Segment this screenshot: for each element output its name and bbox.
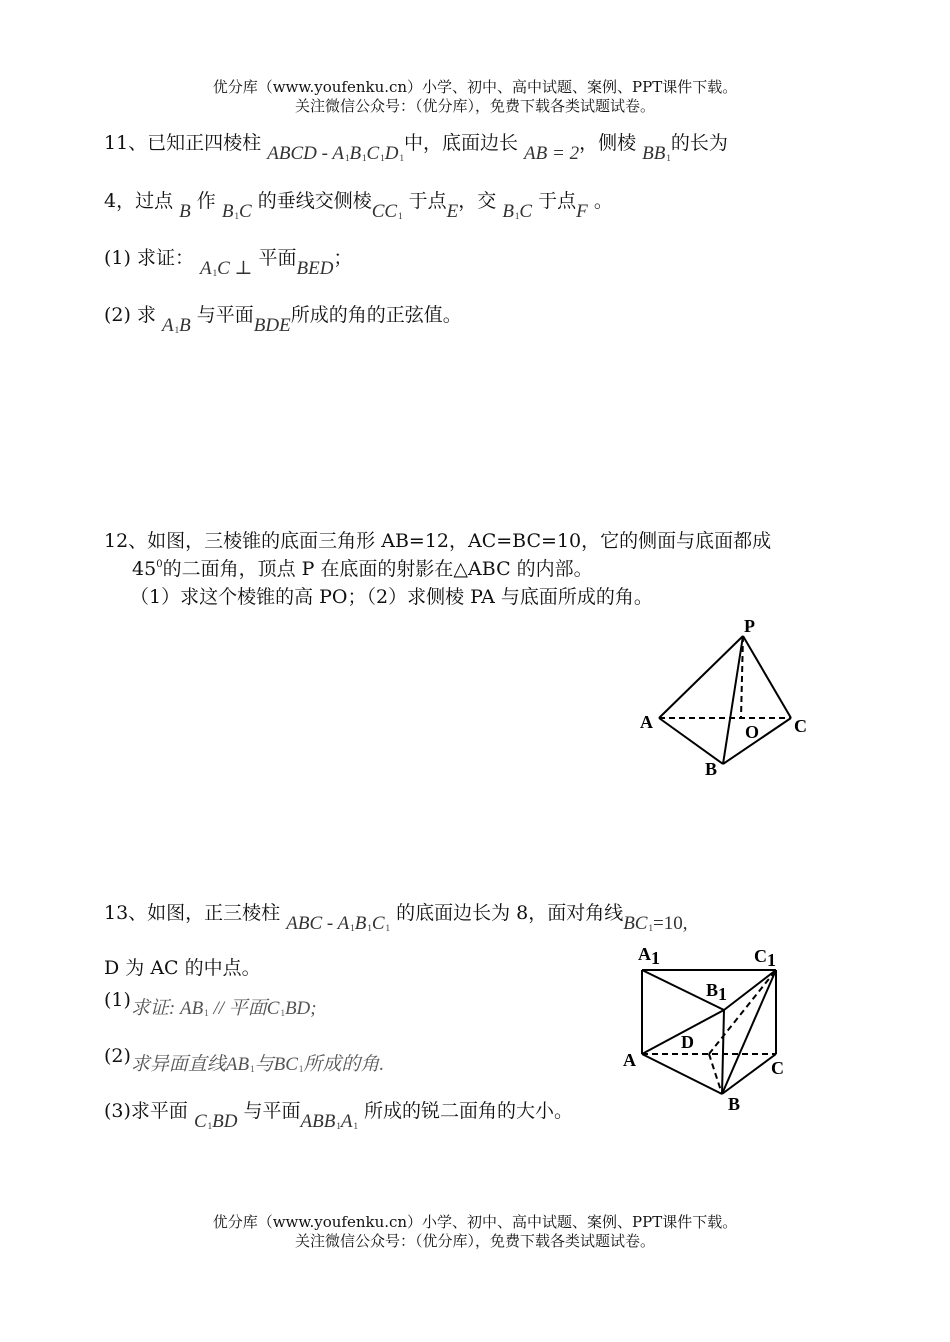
label-C1: C1 <box>754 946 776 970</box>
q13-prism-figure <box>618 938 798 1118</box>
q11-line-2: 4，过点 B 作 B1C 的垂线交侧棱CC1 于点E，交 B1C 于点F 。 <box>104 190 613 222</box>
q12-line-1: 12、如图，三棱锥的底面三角形 AB=12，AC=BC=10，它的侧面与底面都成 <box>104 530 772 552</box>
q11-math-ab: AB = 2 <box>524 143 580 164</box>
q13-line-1: 13、如图，正三棱柱 ABC - A1B1C1 的底面边长为 8，面对角线BC1=10, <box>104 902 688 934</box>
q13-part-3: (3)求平面 C1BD 与平面ABB1A1 所成的锐二面角的大小。 <box>104 1100 574 1132</box>
label-A1: A1 <box>638 944 660 968</box>
label-C: C <box>771 1058 784 1078</box>
label-P: P <box>744 616 755 636</box>
q13-line-2: D 为 AC 的中点。 <box>104 957 261 979</box>
edge-AB <box>642 1054 722 1094</box>
q11-math-bb1: BB1 <box>642 143 671 164</box>
q12-pyramid-figure <box>620 608 830 788</box>
q11-line-1: 11、已知正四棱柱 ABCD - A1B1C1D1中，底面边长 AB = 2，侧棱 BB1的长为 <box>104 132 728 164</box>
label-B1: B1 <box>706 980 728 1004</box>
edge-BB1 <box>722 1010 724 1094</box>
edge-PC <box>743 636 791 718</box>
q12-line-2: $45^0$的二面角，顶点 P 在底面的射影在△ABC 的内部。 <box>132 558 593 580</box>
header-line-1: 优分库（www.youfenku.cn）小学、初中、高中试题、案例、PPT课件下载。 <box>212 78 738 96</box>
page-footer <box>0 1213 950 1251</box>
edge-PB <box>723 636 743 764</box>
edge-AB <box>659 718 723 764</box>
q12-line-3: （1）求这个棱锥的高 PO；（2）求侧棱 PA 与底面所成的角。 <box>130 586 653 608</box>
label-O: O <box>745 722 760 742</box>
q13-part-2: (2)求异面直线AB1与BC1所成的角. <box>104 1045 385 1075</box>
footer-line-2: 关注微信公众号：（优分库），免费下载各类试题试卷。 <box>294 1232 655 1250</box>
label-C: C <box>794 716 807 736</box>
q11-part-1: (1) 求证： A1C ⊥ 平面BED； <box>104 247 353 279</box>
label-A: A <box>640 712 653 732</box>
header-line-2: 关注微信公众号：（优分库），免费下载各类试题试卷。 <box>294 97 655 115</box>
q11-part-2: (2) 求 A1B 与平面BDE所成的角的正弦值。 <box>104 304 462 336</box>
footer-line-1: 优分库（www.youfenku.cn）小学、初中、高中试题、案例、PPT课件下载。 <box>212 1213 738 1231</box>
label-D: D <box>681 1032 694 1052</box>
q11-math-prism: ABCD - A1B1C1D1 <box>267 143 404 164</box>
q13-part-1: (1)求证: AB1 // 平面C1BD; <box>104 989 317 1019</box>
page-header <box>0 78 950 116</box>
label-B: B <box>728 1094 741 1114</box>
edge-PA <box>659 636 743 718</box>
diag-BC1 <box>722 970 776 1094</box>
label-A: A <box>623 1050 636 1070</box>
label-B: B <box>705 759 718 779</box>
